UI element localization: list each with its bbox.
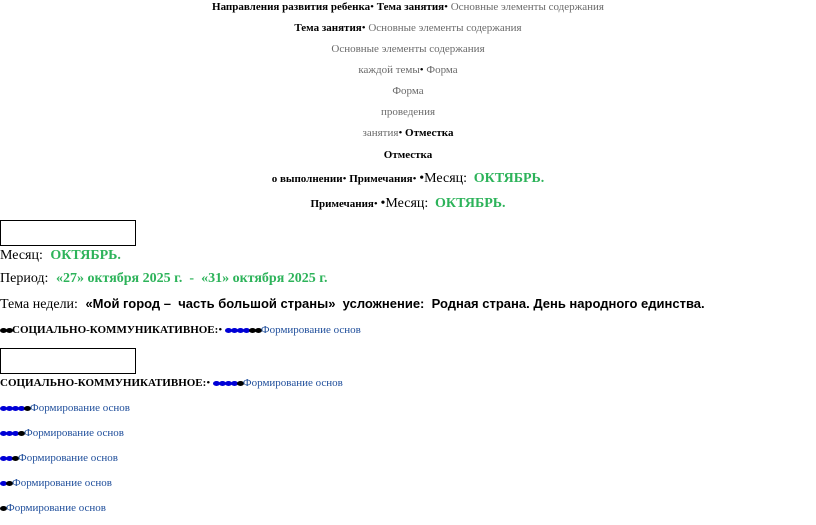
formation-row	[0, 476, 816, 490]
header-line-4	[0, 63, 816, 77]
header-line-6	[0, 105, 816, 119]
header-conduct: проведения	[380, 106, 436, 118]
header-form: Форма	[392, 85, 424, 97]
bullet-marks	[0, 476, 12, 490]
header-content: Основные элементы содержания	[368, 22, 522, 34]
week-value: «Мой город – часть большой страны» усложнение: Родная страна. День народного единства.	[85, 296, 705, 311]
bullet: •	[398, 127, 403, 139]
bullet-marks	[0, 426, 24, 440]
header-notes: Примечания	[310, 198, 374, 210]
period-value: «27» октября 2025 г. - «31» октября 2025 г.	[55, 271, 328, 286]
header-content: Основные элементы содержания	[331, 43, 485, 55]
month-label: Месяц:	[385, 196, 429, 211]
header-mark: Отместка	[405, 127, 454, 139]
month-value: ОКТЯБРЬ.	[473, 171, 545, 186]
empty-box	[0, 220, 136, 246]
header-line-3	[0, 42, 816, 56]
formation-link[interactable]: Формирование основ	[12, 477, 112, 489]
formation-row	[0, 451, 816, 465]
bullet: •	[419, 171, 425, 186]
header-each-topic: каждой темы	[358, 64, 420, 76]
bullet-marks	[213, 376, 243, 390]
week-line	[0, 295, 816, 314]
formation-link[interactable]: Формирование основ	[30, 402, 130, 414]
header-line-8	[0, 148, 816, 162]
bullet: •	[218, 324, 223, 336]
header-line-2	[0, 21, 816, 35]
bullet: •	[342, 173, 347, 185]
month-line	[0, 247, 816, 265]
period-line	[0, 270, 816, 288]
header-completion: о выполнении	[271, 173, 343, 185]
formation-row	[0, 426, 816, 440]
social-label: СОЦИАЛЬНО-КОММУНИКАТИВНОЕ:	[0, 377, 207, 389]
social-row	[0, 376, 816, 390]
bullet: •	[373, 198, 378, 210]
header-line-10	[0, 195, 816, 213]
bullet-marks	[0, 323, 12, 337]
period-label: Период:	[0, 271, 49, 286]
month-value: ОКТЯБРЬ.	[50, 248, 121, 263]
formation-link[interactable]: Формирование основ	[6, 502, 106, 514]
header-lesson: занятия	[362, 127, 399, 139]
header-topic: Тема занятия	[376, 1, 445, 13]
bullet-marks	[0, 451, 18, 465]
bullet: •	[206, 377, 211, 389]
header-line-9	[0, 170, 816, 188]
header-mark: Отместка	[383, 149, 433, 161]
bullet: •	[444, 1, 448, 13]
formation-row	[0, 501, 816, 515]
empty-box	[0, 348, 136, 374]
formation-row	[0, 401, 816, 415]
month-value: ОКТЯБРЬ.	[435, 196, 506, 211]
header-content: Основные элементы содержания	[450, 1, 604, 13]
bullet: •	[419, 64, 424, 76]
header-line-7	[0, 126, 816, 140]
bullet: •	[412, 173, 417, 185]
bullet-marks	[0, 401, 30, 415]
header-form: Форма	[426, 64, 458, 76]
header-topic: Тема занятия	[294, 22, 362, 34]
month-label: Месяц:	[0, 248, 43, 263]
month-label: Месяц:	[424, 171, 468, 186]
social-row	[0, 323, 816, 337]
bullet: •	[361, 22, 366, 34]
header-line-5	[0, 84, 816, 98]
week-label: Тема недели:	[0, 297, 78, 312]
social-label: СОЦИАЛЬНО-КОММУНИКАТИВНОЕ:	[12, 324, 219, 336]
formation-link[interactable]: Формирование основ	[242, 377, 343, 389]
formation-link[interactable]: Формирование основ	[24, 427, 124, 439]
bullet-marks	[225, 323, 261, 337]
header-notes: Примечания	[349, 173, 413, 185]
header-direction: Направления развития ребенка	[212, 1, 371, 13]
formation-link[interactable]: Формирование основ	[260, 324, 361, 336]
formation-link[interactable]: Формирование основ	[18, 452, 118, 464]
header-line-1	[0, 0, 816, 14]
bullet: •	[380, 196, 386, 211]
bullet: •	[370, 1, 374, 13]
